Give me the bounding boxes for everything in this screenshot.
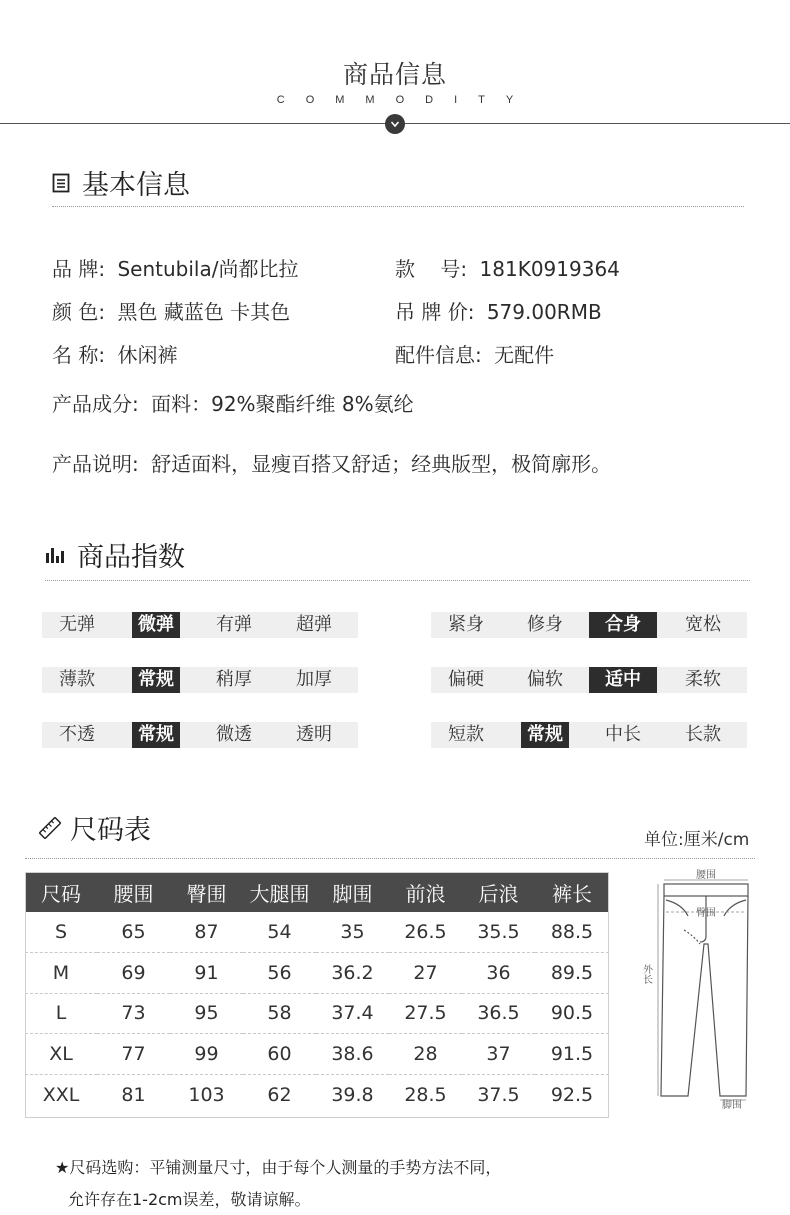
color-row	[52, 296, 290, 325]
description-row	[52, 448, 611, 477]
table-cell: 87	[170, 912, 243, 953]
basic-info-title: 基本信息	[82, 170, 190, 201]
index-option-selected: 微弹	[132, 612, 180, 638]
index-option-selected: 合身	[589, 612, 657, 638]
index-option: 中长	[605, 724, 641, 745]
diagram-label-waist: 腰围	[696, 870, 716, 881]
table-cell: 81	[121, 1083, 146, 1106]
table-cell: XXL	[42, 1083, 80, 1106]
index-option: 偏硬	[448, 669, 484, 690]
index-option: 无弹	[59, 614, 95, 635]
composition-label: 产品成分:	[52, 392, 139, 416]
size-note-line1: ★尺码选购：平铺测量尺寸，由于每个人测量的手势方法不同，	[55, 1158, 502, 1177]
size-table	[25, 872, 609, 1115]
table-cell: 103	[188, 1083, 225, 1106]
accessory-row	[395, 339, 554, 368]
index-title: 商品指数	[77, 542, 185, 573]
index-option: 紧身	[448, 614, 484, 635]
table-cell: 89.5	[535, 953, 609, 994]
index-option-selected: 常规	[132, 722, 180, 748]
table-cell: 37	[462, 1034, 535, 1075]
index-option: 薄款	[59, 669, 95, 690]
column-header: 裤长	[535, 872, 609, 912]
column-header: 大腿围	[243, 872, 316, 912]
brand-label: 品 牌:	[52, 257, 106, 281]
column-header: 后浪	[462, 872, 535, 912]
table-cell: 27	[389, 953, 462, 994]
index-bar-right	[431, 612, 747, 638]
index-option: 稍厚	[216, 669, 252, 690]
document-icon	[52, 173, 70, 193]
table-cell: 58	[243, 993, 316, 1034]
table-cell: 91	[170, 953, 243, 994]
name-row	[52, 339, 177, 368]
table-cell: 36.2	[316, 953, 389, 994]
header-circle	[385, 114, 405, 134]
table-row	[25, 953, 609, 994]
table-cell: 27.5	[389, 993, 462, 1034]
brand-row	[52, 253, 298, 282]
index-option: 微透	[216, 724, 252, 745]
index-option: 透明	[296, 724, 332, 745]
index-option: 柔软	[685, 669, 721, 690]
table-row	[25, 993, 609, 1034]
index-option-selected: 常规	[132, 667, 180, 693]
index-option: 加厚	[296, 669, 332, 690]
index-bar-left	[42, 612, 358, 638]
index-option-selected: 常规	[521, 722, 569, 748]
table-cell: 28.5	[404, 1083, 447, 1106]
index-option: 短款	[448, 724, 484, 745]
table-cell: 39.8	[331, 1083, 374, 1106]
table-cell: 37.5	[477, 1083, 520, 1106]
table-cell: 36.5	[462, 993, 535, 1034]
description-label: 产品说明:	[52, 452, 139, 476]
composition-value: 面料：92%聚酯纤维 8%氨纶	[151, 392, 414, 416]
index-option: 偏软	[527, 669, 563, 690]
table-cell: L	[25, 993, 97, 1034]
table-cell: 73	[97, 993, 170, 1034]
ruler-icon	[38, 817, 62, 839]
size-note-line2: 允许存在1-2cm误差，敬请谅解。	[68, 1190, 311, 1209]
index-heading	[45, 535, 185, 574]
accessory-value: 无配件	[494, 343, 555, 367]
price-value: 579.00RMB	[486, 300, 602, 324]
size-table-header	[25, 872, 609, 912]
column-header: 尺码	[25, 872, 97, 912]
price-label: 吊 牌 价:	[395, 300, 475, 324]
index-option-selected: 适中	[589, 667, 657, 693]
style-label: 款 号:	[395, 257, 468, 281]
color-label: 颜 色:	[52, 300, 106, 324]
index-option: 超弹	[296, 614, 332, 635]
dotted-divider	[45, 580, 750, 581]
column-header: 脚围	[316, 872, 389, 912]
index-option: 修身	[527, 614, 563, 635]
column-header: 前浪	[389, 872, 462, 912]
column-header: 臀围	[170, 872, 243, 912]
page-title: 商品信息	[342, 60, 447, 89]
diagram-label-hip: 臀围	[696, 908, 716, 919]
index-bar-right	[431, 722, 747, 748]
unit-label: 单位:厘米/cm	[644, 830, 750, 850]
table-row	[25, 912, 609, 953]
table-cell: 99	[170, 1034, 243, 1075]
diagram-label-hem: 脚围	[722, 1100, 742, 1111]
table-cell: 88.5	[535, 912, 609, 953]
table-cell: 90.5	[535, 993, 609, 1034]
table-row	[25, 1034, 609, 1075]
composition-row	[52, 388, 414, 417]
index-option: 宽松	[685, 614, 721, 635]
color-value: 黑色 藏蓝色 卡其色	[117, 300, 291, 324]
dotted-divider	[52, 206, 744, 207]
pants-diagram	[636, 866, 766, 1112]
name-label: 名 称:	[52, 343, 106, 367]
table-cell: 60	[243, 1034, 316, 1075]
table-cell: 92.5	[550, 1083, 594, 1106]
table-cell: 91.5	[535, 1034, 609, 1075]
table-cell: 26.5	[389, 912, 462, 953]
column-header: 腰围	[97, 872, 170, 912]
table-cell: 62	[267, 1083, 292, 1106]
accessory-label: 配件信息:	[395, 343, 482, 367]
table-cell: 69	[97, 953, 170, 994]
size-title: 尺码表	[70, 815, 151, 846]
diagram-label-outer-length: 外长	[640, 964, 652, 984]
table-cell: 65	[97, 912, 170, 953]
table-cell: 77	[97, 1034, 170, 1075]
style-value: 181K0919364	[479, 257, 620, 281]
bar-chart-icon	[45, 547, 65, 563]
table-cell: XL	[25, 1034, 97, 1075]
table-cell: 95	[170, 993, 243, 1034]
style-row	[395, 253, 620, 282]
table-cell: 56	[243, 953, 316, 994]
table-cell: 38.6	[316, 1034, 389, 1075]
table-cell: 54	[243, 912, 316, 953]
size-heading	[38, 808, 151, 847]
table-cell: M	[25, 953, 97, 994]
index-bar-left	[42, 667, 358, 693]
brand-value: Sentubila/尚都比拉	[117, 257, 299, 281]
table-cell: 37.4	[316, 993, 389, 1034]
basic-info-heading	[52, 163, 190, 202]
table-cell: S	[25, 912, 97, 953]
index-bar-left	[42, 722, 358, 748]
price-row	[395, 296, 602, 325]
name-value: 休闲裤	[117, 343, 178, 367]
index-option: 不透	[59, 724, 95, 745]
index-bar-right	[431, 667, 747, 693]
description-value: 舒适面料，显瘦百搭又舒适；经典版型，极简廓形。	[151, 452, 612, 476]
index-option: 长款	[685, 724, 721, 745]
table-cell: 35.5	[462, 912, 535, 953]
chevron-down-icon	[390, 120, 400, 128]
table-cell: 28	[389, 1034, 462, 1075]
table-row	[25, 1074, 609, 1115]
table-cell: 36	[462, 953, 535, 994]
dotted-divider	[25, 858, 755, 859]
index-option: 有弹	[216, 614, 252, 635]
table-cell: 35	[316, 912, 389, 953]
page-subtitle: COMMODITY	[276, 94, 535, 106]
